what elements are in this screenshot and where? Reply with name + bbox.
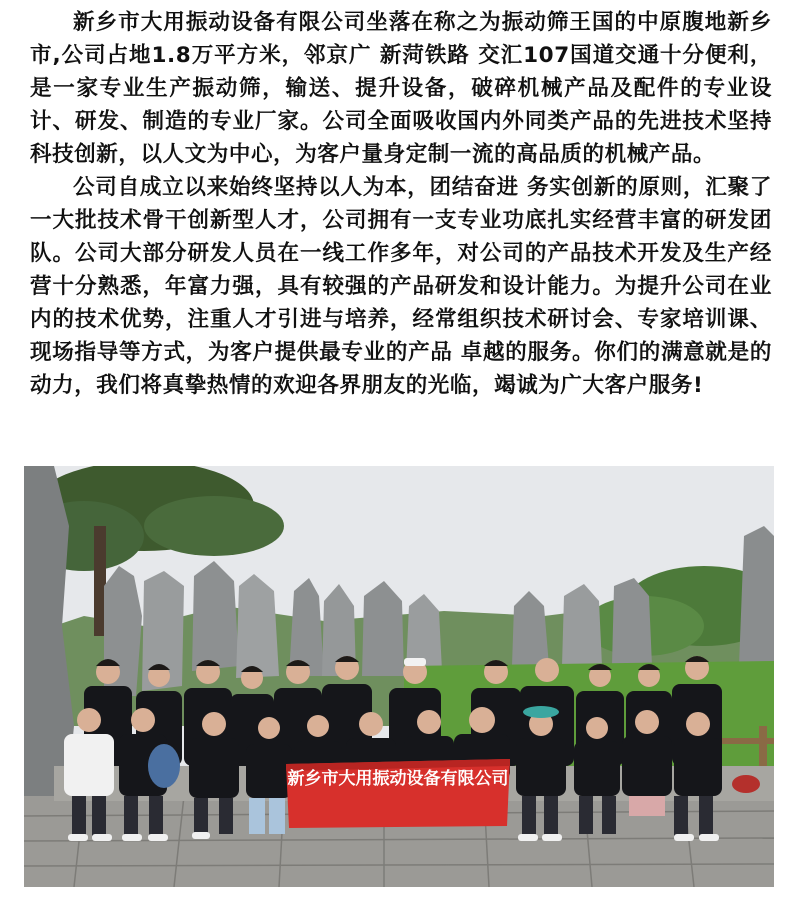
company-intro-text	[30, 6, 772, 402]
intro-paragraph-2: 公司自成立以来始终坚持以人为本，团结奋进 务实创新的原则，汇聚了一大批技术骨干创新型人才，公司拥有一支专业功底扎实经营丰富的研发团队。公司大部分研发人员在一线工作多年，对公司的产品技术开发及生产经营十分熟悉，年富力强，具有较强的产品研发和设计能力。为提升公司在业内的技术优势，注重人才引进与培养，经常组织技术研讨会、专家培训课、现场指导等方式，为客户提供最专业的产品 卓越的服务。你们的满意就是的动力，我们将真挚热情的欢迎各界朋友的光临，竭诚为广大客户服务!	[30, 175, 772, 398]
team-group-photo	[24, 466, 774, 887]
company-banner	[286, 759, 510, 828]
intro-paragraph-1: 新乡市大用振动设备有限公司坐落在称之为振动筛王国的中原腹地新乡市,公司占地1.8万平方米，邻京广 新菏铁路 交汇107国道交通十分便利，是一家专业生产振动筛，输送、提升设备，破碎机械产品及配件的专业设计、研发、制造的专业厂家。公司全面吸收国内外同类产品的先进技术坚持科技创新，以人文为中心，为客户量身定制一流的高品质的机械产品。	[30, 10, 772, 167]
banner-text: 新乡市大用振动设备有限公司	[287, 769, 509, 789]
